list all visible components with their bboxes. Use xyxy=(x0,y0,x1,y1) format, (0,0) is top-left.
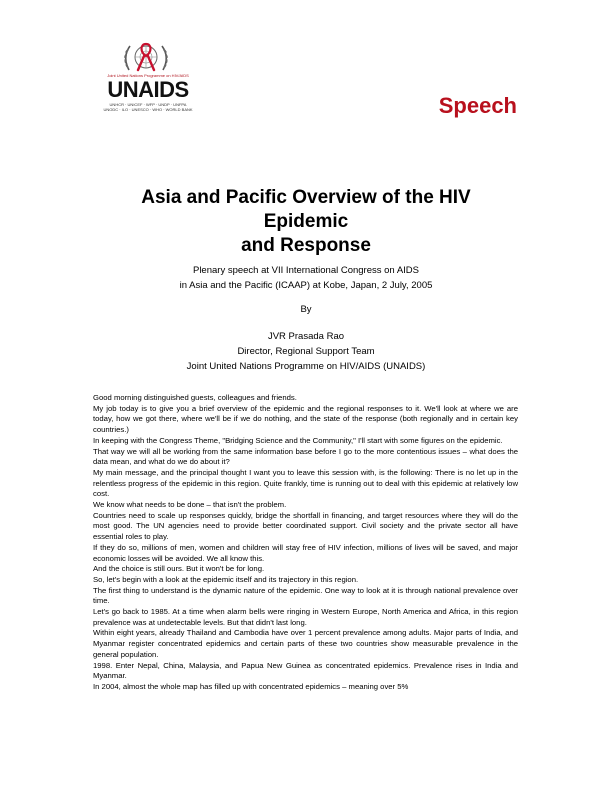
paragraph: My job today is to give you a brief overview of the epidemic and the regional responses to it. We'll look at where we are today, how we got there, where we'll be if we do nothing, and the state of the response (both regionally and in certain key countries.) xyxy=(93,403,518,435)
un-emblem-icon xyxy=(96,40,196,74)
paragraph: 1998. Enter Nepal, China, Malaysia, and Papua New Guinea as concentrated epidemics. Prevalence rises in India and Myanmar. xyxy=(93,660,518,681)
partner-line-1: UNHCR · UNICEF · WFP · UNDP · UNFPA xyxy=(109,102,187,107)
author-organisation: Joint United Nations Programme on HIV/AIDS (UNAIDS) xyxy=(186,361,426,372)
paragraph: Within eight years, already Thailand and Cambodia have over 1 percent prevalence among adults. Major parts of India, and Myanmar register concentrated epidemics and certain parts of these two countries show measurable prevalence in the general population. xyxy=(93,628,518,659)
paragraph: So, let's begin with a look at the epidemic itself and its trajectory in this region. xyxy=(93,574,359,584)
speech-body xyxy=(93,393,518,693)
paragraph: If they do so, millions of men, women and children will stay free of HIV infection, millions of lives will be saved, and major economic losses will be avoided. We all know this. xyxy=(93,542,518,563)
partner-line-2: UNODC · ILO · UNESCO · WHO · WORLD BANK xyxy=(103,107,193,112)
occasion-line-2: in Asia and the Pacific (ICAAP) at Kobe, Japan, 2 July, 2005 xyxy=(179,280,433,291)
paragraph: That way we will all be working from the same information base before I go to the more contentious issues – what does the data mean, and what do we do about it? xyxy=(93,446,518,467)
title-line-1: Asia and Pacific Overview of the HIV Epidemic xyxy=(141,187,471,232)
paragraph: The first thing to understand is the dynamic nature of the epidemic. One way to look at it is through national prevalence over time. xyxy=(93,585,518,606)
document-title xyxy=(100,186,512,258)
by-line: By xyxy=(300,304,312,315)
paragraph: Good morning distinguished guests, colleagues and friends. xyxy=(93,393,297,402)
paragraph: Countries need to scale up responses quickly, bridge the shortfall in financing, and target resources where they will do the most good. The UN agencies need to provide better coordinated support. Civil society and the private sector all have essential roles to play. xyxy=(93,510,518,542)
author-role: Director, Regional Support Team xyxy=(237,346,375,357)
partner-line-top: Joint United Nations Programme on HIV/AIDS xyxy=(107,73,189,78)
occasion-line-1: Plenary speech at VII International Congress on AIDS xyxy=(192,265,420,276)
document-type-label: Speech xyxy=(438,93,517,118)
paragraph: In keeping with the Congress Theme, "Bridging Science and the Community," I'll start with some figures on the epidemic. xyxy=(93,435,503,445)
paragraph: Let's go back to 1985. At a time when alarm bells were ringing in Western Europe, North America and Africa, in this region prevalence was at undetectable levels. But that didn't last long. xyxy=(93,607,518,627)
author-name: JVR Prasada Rao xyxy=(267,331,345,342)
org-wordmark: UNAIDS xyxy=(107,77,189,102)
title-line-2: and Response xyxy=(241,235,371,256)
paragraph: We know what needs to be done – that isn't the problem. xyxy=(93,500,287,510)
paragraph: In 2004, almost the whole map has filled up with concentrated epidemics – meaning over 5% xyxy=(93,681,409,691)
paragraph: And the choice is still ours. But it won't be for long. xyxy=(93,564,265,574)
paragraph: My main message, and the principal thought I want you to leave this session with, is the following: There is no let up in the relentless progress of the epidemic in this region. Quite frankly, time is running out to deal with this epidemic at relatively low cost. xyxy=(93,467,518,499)
